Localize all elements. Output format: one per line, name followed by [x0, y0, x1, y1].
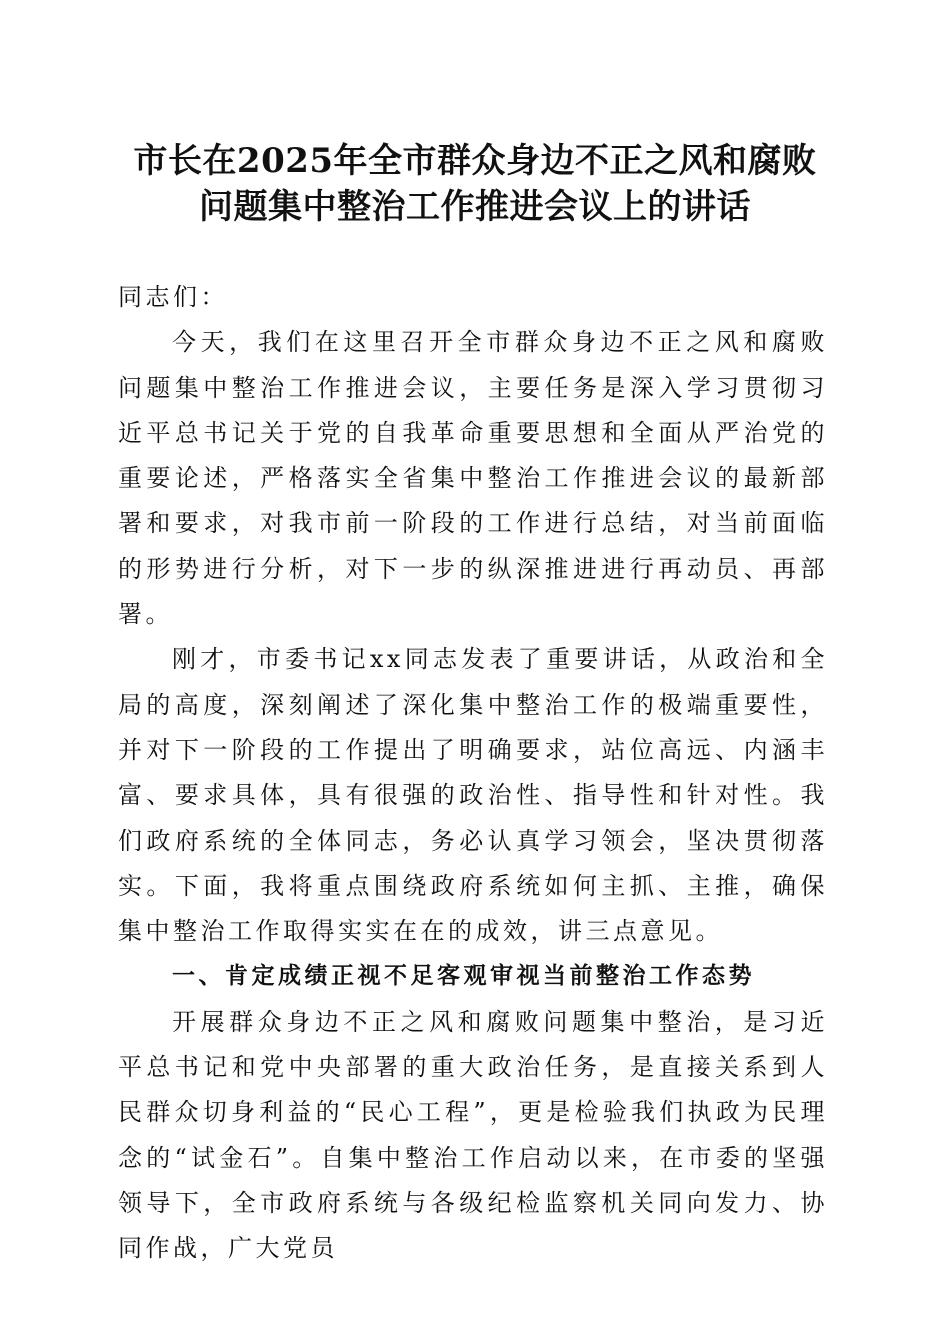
section-paragraph: 开展群众身边不正之风和腐败问题集中整治，是习近平总书记和党中央部署的重大政治任务，是直接关系到人民群众切身利益的“民心工程”，更是检验我们执政为民理念的“试金石”。自集中整治工作启动以来，在市委的坚强领导下，全市政府系统与各级纪检监察机关同向发力、协同作战，广大党员 [118, 1007, 828, 1263]
title-line-2: 问题集中整治工作推进会议上的讲话 [199, 187, 751, 227]
greeting: 同志们： [118, 283, 228, 311]
title-line-1: 市长在2025年全市群众身边不正之风和腐败 [133, 141, 817, 181]
section-heading: 一、肯定成绩正视不足客观审视当前整治工作态势 [172, 963, 755, 990]
document-title [100, 138, 850, 230]
document-body [118, 275, 828, 1272]
paragraph-opening: 今天，我们在这里召开全市群众身边不正之风和腐败问题集中整治工作推进会议，主要任务是深入学习贯彻习近平总书记关于党的自我革命重要思想和全面从严治党的重要论述，严格落实全省集中整治工作推进会议的最新部署和要求，对我市前一阶段的工作进行总结，对当前面临的形势进行分析，对下一步的纵深推进进行再动员、再部署。 [118, 328, 828, 629]
paragraph-secretary-speech: 刚才，市委书记xx同志发表了重要讲话，从政治和全局的高度，深刻阐述了深化集中整治工作的极端重要性，并对下一阶段的工作提出了明确要求，站位高远、内涵丰富、要求具体，具有很强的政治性、指导性和针对性。我们政府系统的全体同志，务必认真学习领会，坚决贯彻落实。下面，我将重点围绕政府系统如何主抓、主推，确保集中整治工作取得实实在在的成效，讲三点意见。 [118, 645, 828, 946]
